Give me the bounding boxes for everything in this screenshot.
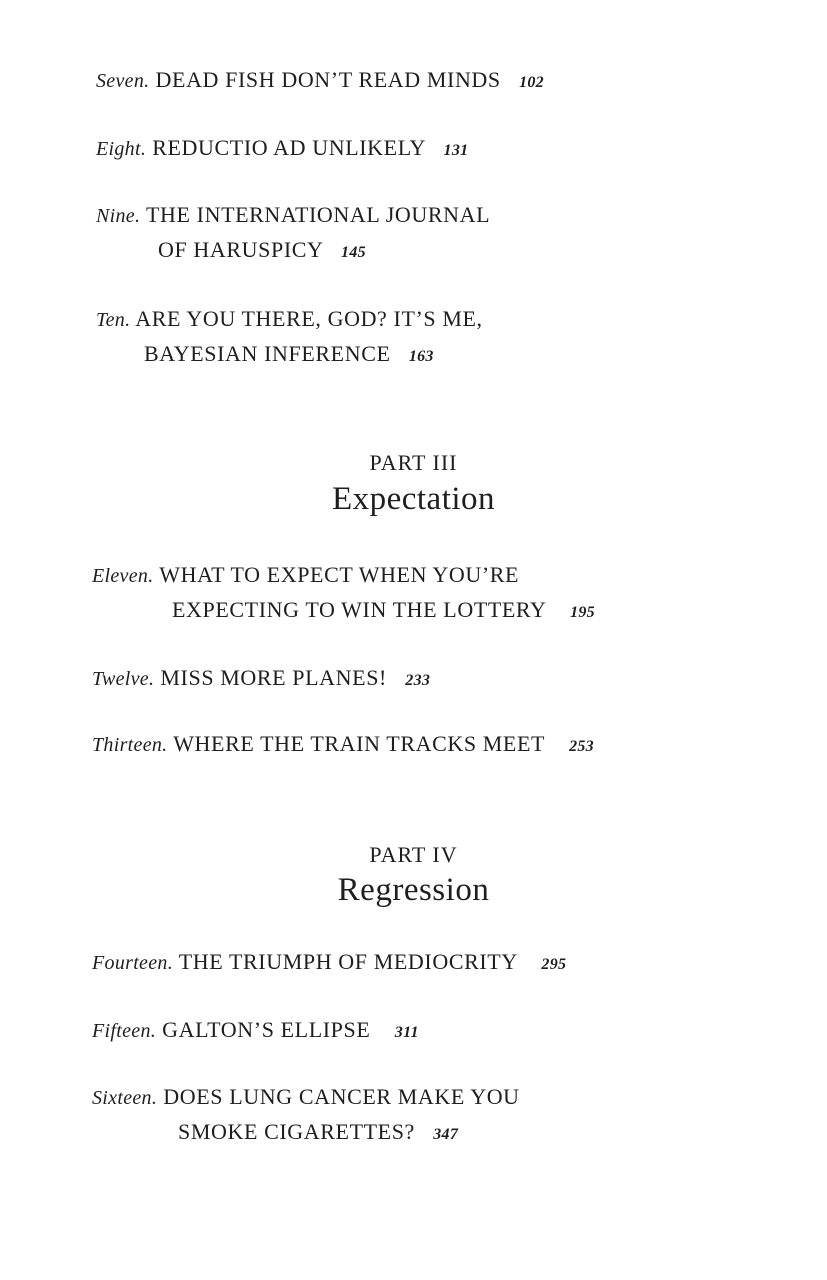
chapter-number: Thirteen. <box>92 734 168 756</box>
part-label: PART III <box>369 450 458 475</box>
chapter-number: Nine. <box>96 205 141 227</box>
chapter-title-line-2: EXPECTING TO WIN THE LOTTERY <box>172 597 546 622</box>
page-number: 347 <box>433 1126 459 1143</box>
chapter-number: Eleven. <box>92 565 154 587</box>
chapter-title: GALTON’S ELLIPSE <box>162 1017 371 1042</box>
chapter-number: Fifteen. <box>92 1020 157 1042</box>
part-title: Expectation <box>331 481 496 517</box>
page-number: 163 <box>408 348 434 365</box>
chapter-title-continuation <box>92 1115 520 1152</box>
toc-entry-eleven <box>92 558 595 630</box>
chapter-title: DOES LUNG CANCER MAKE YOU <box>163 1084 520 1109</box>
toc-entry-sixteen <box>92 1080 520 1152</box>
chapter-title: THE TRIUMPH OF MEDIOCRITY <box>178 949 518 974</box>
toc-entry-ten <box>96 302 483 374</box>
chapter-title-line-2: SMOKE CIGARETTES? <box>178 1119 415 1144</box>
page-number: 295 <box>541 956 567 973</box>
page-number: 102 <box>519 74 544 91</box>
chapter-title-line-2: OF HARUSPICY <box>158 237 323 262</box>
chapter-title: REDUCTIO AD UNLIKELY <box>152 135 426 160</box>
chapter-number: Fourteen. <box>92 952 174 974</box>
toc-entry-fifteen <box>92 1013 419 1050</box>
page-number: 131 <box>443 142 469 159</box>
page-number: 145 <box>341 244 366 261</box>
chapter-title: WHAT TO EXPECT WHEN YOU’RE <box>159 562 520 587</box>
chapter-title: WHERE THE TRAIN TRACKS MEET <box>173 731 545 756</box>
chapter-number: Sixteen. <box>92 1087 158 1109</box>
part-label: PART IV <box>369 842 458 867</box>
chapter-number: Seven. <box>96 70 150 92</box>
page-number: 311 <box>394 1024 419 1041</box>
part-title: Regression <box>337 872 490 908</box>
toc-entry-seven <box>96 63 544 100</box>
page-number: 233 <box>405 672 431 689</box>
chapter-title-line-2: BAYESIAN INFERENCE <box>144 341 391 366</box>
chapter-title: DEAD FISH DON’T READ MINDS <box>155 67 501 92</box>
toc-entry-fourteen <box>92 945 566 982</box>
chapter-title-continuation <box>92 593 595 630</box>
toc-entry-thirteen <box>92 727 594 764</box>
page-number: 195 <box>570 604 595 621</box>
chapter-title-continuation <box>96 337 483 374</box>
toc-entry-nine <box>96 198 490 270</box>
chapter-number: Twelve. <box>92 668 155 690</box>
chapter-title: MISS MORE PLANES! <box>160 665 387 690</box>
chapter-title-continuation <box>96 233 490 270</box>
page-number: 253 <box>569 738 594 755</box>
toc-entry-twelve <box>92 661 430 698</box>
chapter-number: Ten. <box>96 309 131 331</box>
chapter-title: ARE YOU THERE, GOD? IT’S ME, <box>135 306 483 331</box>
chapter-title: THE INTERNATIONAL JOURNAL <box>145 202 491 227</box>
toc-entry-eight <box>96 131 468 168</box>
chapter-number: Eight. <box>96 138 147 160</box>
